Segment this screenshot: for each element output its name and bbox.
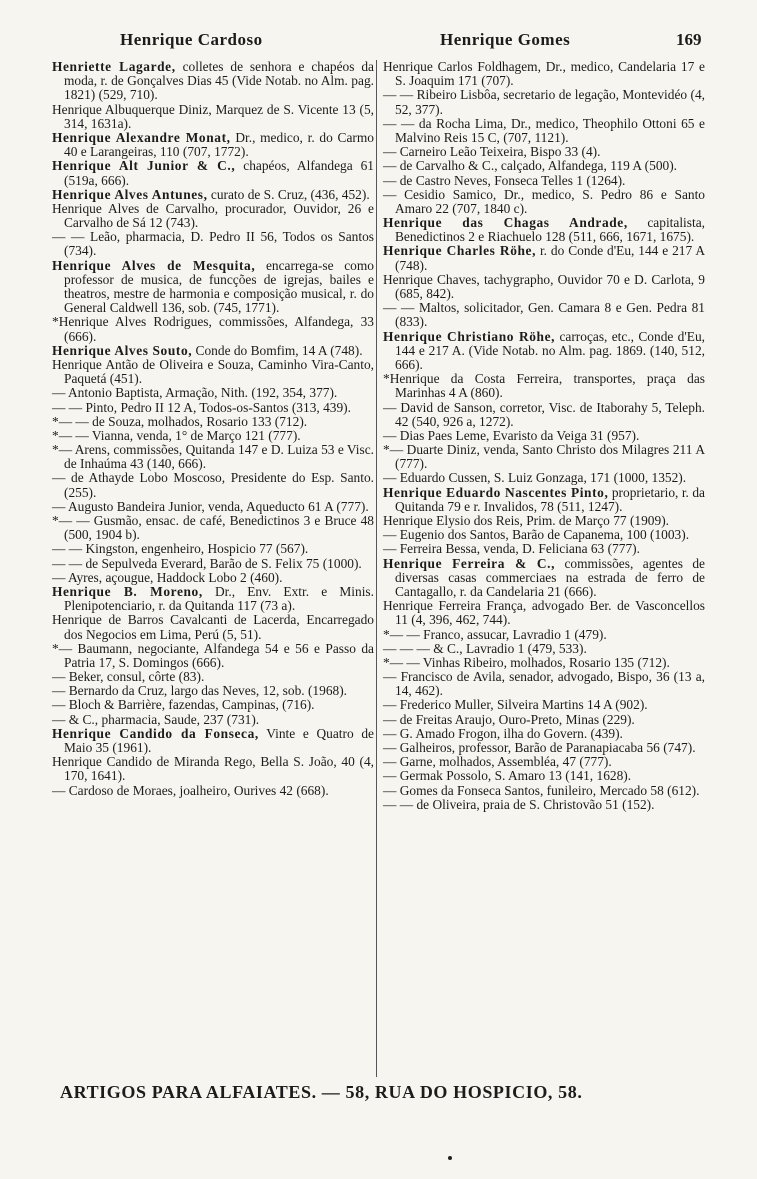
- entry-text: — — Leão, pharmacia, D. Pedro II 56, Todos os Santos (734).: [52, 229, 374, 259]
- directory-entry: [52, 202, 374, 230]
- directory-entry: [52, 642, 374, 670]
- entry-text: *— Duarte Diniz, venda, Santo Christo dos Milagres 211 A (777).: [383, 442, 705, 472]
- directory-entry: [383, 528, 705, 542]
- entry-name: Henrique Alexandre Monat,: [52, 129, 231, 145]
- entry-text: — Carneiro Leão Teixeira, Bispo 33 (4).: [383, 144, 601, 160]
- entry-text: *— — Vinhas Ribeiro, molhados, Rosario 135 (712).: [383, 654, 670, 670]
- entry-text: Henrique Albuquerque Diniz, Marquez de S. Vicente 13 (5, 314, 1631a).: [52, 101, 374, 131]
- entry-text: — Frederico Muller, Silveira Martins 14 A (902).: [383, 697, 648, 713]
- entry-text: — Bernardo da Cruz, largo das Neves, 12, sob. (1968).: [52, 683, 348, 699]
- directory-entry: [383, 727, 705, 741]
- entry-text: *Henrique da Costa Ferreira, transportes, praça das Marinhas 4 A (860).: [383, 371, 705, 401]
- entry-name: Henrique Eduardo Nascentes Pinto,: [383, 484, 609, 500]
- entry-text: *— Baumann, negociante, Alfandega 54 e 56 e Passo da Patria 17, S. Domingos (666).: [52, 640, 374, 670]
- directory-entry: [52, 542, 374, 556]
- entry-text: — de Freitas Araujo, Ouro-Preto, Minas (229).: [383, 711, 635, 727]
- entry-text: Dr., medico, r. do Carmo 40 e Larangeiras, 110 (707, 1772).: [64, 129, 375, 160]
- directory-entry: [52, 571, 374, 585]
- directory-entry: [383, 599, 705, 627]
- entry-text: — — — & C., Lavradio 1 (479, 533).: [383, 640, 587, 656]
- directory-entry: [383, 216, 705, 244]
- entry-text: — Gomes da Fonseca Santos, funileiro, Mercado 58 (612).: [383, 782, 700, 798]
- entry-text: — G. Amado Frogon, ilha do Govern. (439).: [383, 725, 623, 741]
- directory-entry: [52, 188, 374, 202]
- entry-text: — — Kingston, engenheiro, Hospicio 77 (567).: [52, 541, 309, 557]
- entry-text: — de Athayde Lobo Moscoso, Presidente do Esp. Santo. (255).: [52, 470, 374, 500]
- entry-name: Henrique Alves Souto,: [52, 342, 193, 358]
- entry-text: *— — Gusmão, ensac. de café, Benedictinos 3 e Bruce 48 (500, 1904 b).: [52, 513, 374, 543]
- entry-text: — de Castro Neves, Fonseca Telles 1 (1264).: [383, 172, 626, 188]
- directory-entry: [52, 386, 374, 400]
- directory-entry: [383, 642, 705, 656]
- directory-entry: [383, 273, 705, 301]
- entry-text: Henrique Antão de Oliveira e Souza, Caminho Vira-Canto, Paquetá (451).: [52, 356, 374, 387]
- entry-text: — Garne, molhados, Assembléa, 47 (777).: [383, 754, 612, 770]
- entry-text: *— Arens, commissões, Quitanda 147 e D. Luiza 53 e Visc. de Inhaúma 43 (140, 666).: [52, 442, 374, 472]
- entry-text: Henrique Chaves, tachygrapho, Ouvidor 70 e D. Carlota, 9 (685, 842).: [383, 271, 705, 301]
- directory-entry: [52, 159, 374, 187]
- entry-text: — Germak Possolo, S. Amaro 13 (141, 1628).: [383, 768, 632, 784]
- entry-name: Henrique Charles Röhe,: [383, 243, 537, 259]
- directory-entry: [383, 117, 705, 145]
- directory-entry: [383, 401, 705, 429]
- entry-name: Henrique Alves Antunes,: [52, 186, 208, 202]
- footer-advert: ARTIGOS PARA ALFAIATES. — 58, RUA DO HOSPICIO, 58.: [60, 1082, 583, 1102]
- directory-entry: [52, 401, 374, 415]
- entry-name: Henrique Christiano Röhe,: [383, 328, 556, 344]
- entry-text: Dr., Env. Extr. e Minis. Plenipotenciario, r. da Quitanda 117 (73 a).: [64, 583, 374, 614]
- directory-entry: [52, 103, 374, 131]
- directory-entry: [52, 60, 374, 103]
- right-column: [383, 60, 705, 812]
- entry-text: — Ayres, açougue, Haddock Lobo 2 (460).: [52, 569, 283, 585]
- directory-entry: [383, 557, 705, 600]
- entry-name: Henrique das Chagas Andrade,: [383, 215, 628, 231]
- directory-entry: [383, 372, 705, 400]
- header-left: Henrique Cardoso: [120, 30, 263, 49]
- directory-entry: [52, 727, 374, 755]
- entry-text: Conde do Bomfim, 14 A (748).: [192, 342, 363, 358]
- directory-entry: [383, 755, 705, 769]
- directory-entry: [383, 670, 705, 698]
- page-header: [0, 30, 757, 52]
- entry-text: — Cardoso de Moraes, joalheiro, Ourives 42 (668).: [52, 782, 329, 798]
- entry-text: Henrique Elysio dos Reis, Prim. de Março 77 (1909).: [383, 513, 669, 528]
- directory-entry: [52, 415, 374, 429]
- directory-entry: [383, 301, 705, 329]
- directory-entry: [383, 741, 705, 755]
- entry-text: *— — de Souza, molhados, Rosario 133 (712).: [52, 413, 308, 429]
- directory-entry: [52, 613, 374, 641]
- entry-text: — de Carvalho & C., calçado, Alfandega, 119 A (500).: [383, 158, 678, 174]
- directory-entry: [52, 131, 374, 159]
- directory-entry: [383, 486, 705, 514]
- page-number: 169: [676, 30, 702, 49]
- directory-entry: [383, 244, 705, 272]
- entry-text: — & C., pharmacia, Saude, 237 (731).: [52, 711, 260, 727]
- entry-text: — Ferreira Bessa, venda, D. Feliciana 63 (777).: [383, 541, 640, 557]
- directory-entry: [383, 514, 705, 528]
- entry-text: — — da Rocha Lima, Dr., medico, Theophilo Ottoni 65 e Malvino Reis 15 C, (707, 1121).: [383, 115, 705, 145]
- entry-text: — Bloch & Barrière, fazendas, Campinas, (716).: [52, 697, 315, 713]
- entry-text: — — Maltos, solicitador, Gen. Camara 8 e Gen. Pedra 81 (833).: [383, 300, 705, 330]
- directory-entry: [52, 500, 374, 514]
- ink-speck: [448, 1156, 452, 1160]
- entry-text: — Francisco de Avila, senador, advogado, Bispo, 36 (13 a, 14, 462).: [383, 669, 705, 699]
- directory-entry: [383, 443, 705, 471]
- directory-entry: [52, 557, 374, 571]
- directory-entry: [52, 358, 374, 386]
- entry-text: Henrique Carlos Foldhagem, Dr., medico, Candelaria 17 e S. Joaquim 171 (707).: [383, 59, 705, 89]
- directory-entry: [383, 798, 705, 812]
- directory-entry: [52, 443, 374, 471]
- directory-entry: [383, 429, 705, 443]
- entry-text: — — de Sepulveda Everard, Barão de S. Felix 75 (1000).: [52, 555, 362, 571]
- directory-entry: [52, 230, 374, 258]
- entry-name: Henrique Candido da Fonseca,: [52, 725, 259, 741]
- entry-text: — Beker, consul, côrte (83).: [52, 669, 205, 685]
- entry-text: Vinte e Quatro de Maio 35 (1961).: [64, 725, 374, 755]
- entry-text: — David de Sanson, corretor, Visc. de Itaborahy 5, Teleph. 42 (540, 926 a, 1272).: [383, 399, 705, 429]
- entry-text: *— — Vianna, venda, 1° de Março 121 (777).: [52, 427, 301, 443]
- entry-text: proprietario, r. da Quitanda 79 e r. Invalidos, 78 (511, 1247).: [395, 484, 705, 514]
- entry-text: *— — Franco, assucar, Lavradio 1 (479).: [383, 626, 607, 642]
- entry-text: colletes de senhora e chapéos da moda, r. de Gonçalves Dias 45 (Vide Notab. no Alm. pag. 1821) (529, 710).: [64, 59, 374, 103]
- directory-entry: [383, 159, 705, 173]
- directory-entry: [383, 698, 705, 712]
- directory-entry: [52, 259, 374, 316]
- directory-entry: [52, 344, 374, 358]
- entry-text: capitalista, Benedictinos 2 e Riachuelo 128 (511, 666, 1671, 1675).: [395, 215, 705, 245]
- entry-text: commissões, agentes de diversas casas commerciaes na estrada de ferro de Cantagallo, r. da Candelaria 21 (666).: [395, 555, 705, 599]
- entry-text: — Eugenio dos Santos, Barão de Capanema, 100 (1003).: [383, 527, 690, 543]
- directory-entry: [383, 628, 705, 642]
- header-right: Henrique Gomes: [440, 30, 571, 49]
- directory-entry: [383, 471, 705, 485]
- entry-text: — Augusto Bandeira Junior, venda, Aqueducto 61 A (777).: [52, 498, 369, 514]
- directory-entry: [52, 684, 374, 698]
- directory-entry: [383, 784, 705, 798]
- directory-entry: [383, 145, 705, 159]
- column-divider: [376, 60, 377, 1077]
- entry-text: — Eduardo Cussen, S. Luiz Gonzaga, 171 (1000, 1352).: [383, 470, 687, 486]
- entry-text: Henrique Ferreira França, advogado Ber. de Vasconcellos 11 (4, 396, 462, 744).: [383, 598, 705, 628]
- directory-entry: [383, 713, 705, 727]
- entry-text: — — de Oliveira, praia de S. Christovão 51 (152).: [383, 796, 655, 812]
- entry-name: Henrique B. Moreno,: [52, 583, 203, 599]
- directory-entry: [52, 670, 374, 684]
- directory-entry: [383, 188, 705, 216]
- entry-name: Henrique Alves de Mesquita,: [52, 257, 256, 273]
- entry-text: Henrique de Barros Cavalcanti de Lacerda, Encarregado dos Negocios em Lima, Perú (5, 51).: [52, 612, 374, 642]
- entry-text: *Henrique Alves Rodrigues, commissões, Alfandega, 33 (666).: [52, 314, 374, 344]
- entry-text: encarrega-se como professor de musica, de funcções de igrejas, bailes e theatros, mestre de harmonia e composição musical, r. do General Caldwell 136, sob. (745, 1771).: [64, 257, 374, 316]
- directory-entry: [52, 429, 374, 443]
- directory-entry: [383, 656, 705, 670]
- entry-name: Henrique Ferreira & C.,: [383, 555, 556, 571]
- entry-text: chapéos, Alfandega 61 (519a, 666).: [64, 158, 374, 188]
- entry-name: Henriette Lagarde,: [52, 59, 176, 74]
- entry-text: — Galheiros, professor, Barão de Paranapiacaba 56 (747).: [383, 740, 696, 755]
- directory-entry: [52, 514, 374, 542]
- directory-entry: [383, 88, 705, 116]
- entry-text: Henrique Candido de Miranda Rego, Bella S. João, 40 (4, 170, 1641).: [52, 754, 374, 784]
- entry-text: — — Ribeiro Lisbôa, secretario de legação, Montevidéo (4, 52, 377).: [383, 87, 705, 117]
- directory-entry: [383, 769, 705, 783]
- entry-text: r. do Conde d'Eu, 144 e 217 A (748).: [395, 243, 705, 273]
- directory-entry: [52, 698, 374, 712]
- entry-text: — Dias Paes Leme, Evaristo da Veiga 31 (957).: [383, 427, 640, 443]
- directory-entry: [383, 174, 705, 188]
- directory-entry: [52, 755, 374, 783]
- entry-text: curato de S. Cruz, (436, 452).: [207, 186, 370, 202]
- directory-entry: [52, 315, 374, 343]
- entry-name: Henrique Alt Junior & C.,: [52, 158, 236, 174]
- directory-entry: [383, 60, 705, 88]
- directory-entry: [52, 585, 374, 613]
- entry-text: — — Pinto, Pedro II 12 A, Todos-os-Santos (313, 439).: [52, 399, 351, 415]
- entry-text: carroças, etc., Conde d'Eu, 144 e 217 A. (Vide Notab. no Alm. pag. 1869. (140, 512, 666).: [395, 328, 705, 372]
- entry-text: — Cesidio Samico, Dr., medico, S. Pedro 86 e Santo Amaro 22 (707, 1840 c).: [383, 186, 705, 216]
- directory-entry: [383, 330, 705, 373]
- directory-entry: [52, 471, 374, 499]
- directory-entry: [52, 784, 374, 798]
- directory-entry: [52, 713, 374, 727]
- entry-text: — Antonio Baptista, Armação, Nith. (192, 354, 377).: [52, 385, 338, 401]
- directory-entry: [383, 542, 705, 556]
- left-column: [52, 60, 374, 798]
- entry-text: Henrique Alves de Carvalho, procurador, Ouvidor, 26 e Carvalho de Sá 12 (743).: [52, 200, 374, 231]
